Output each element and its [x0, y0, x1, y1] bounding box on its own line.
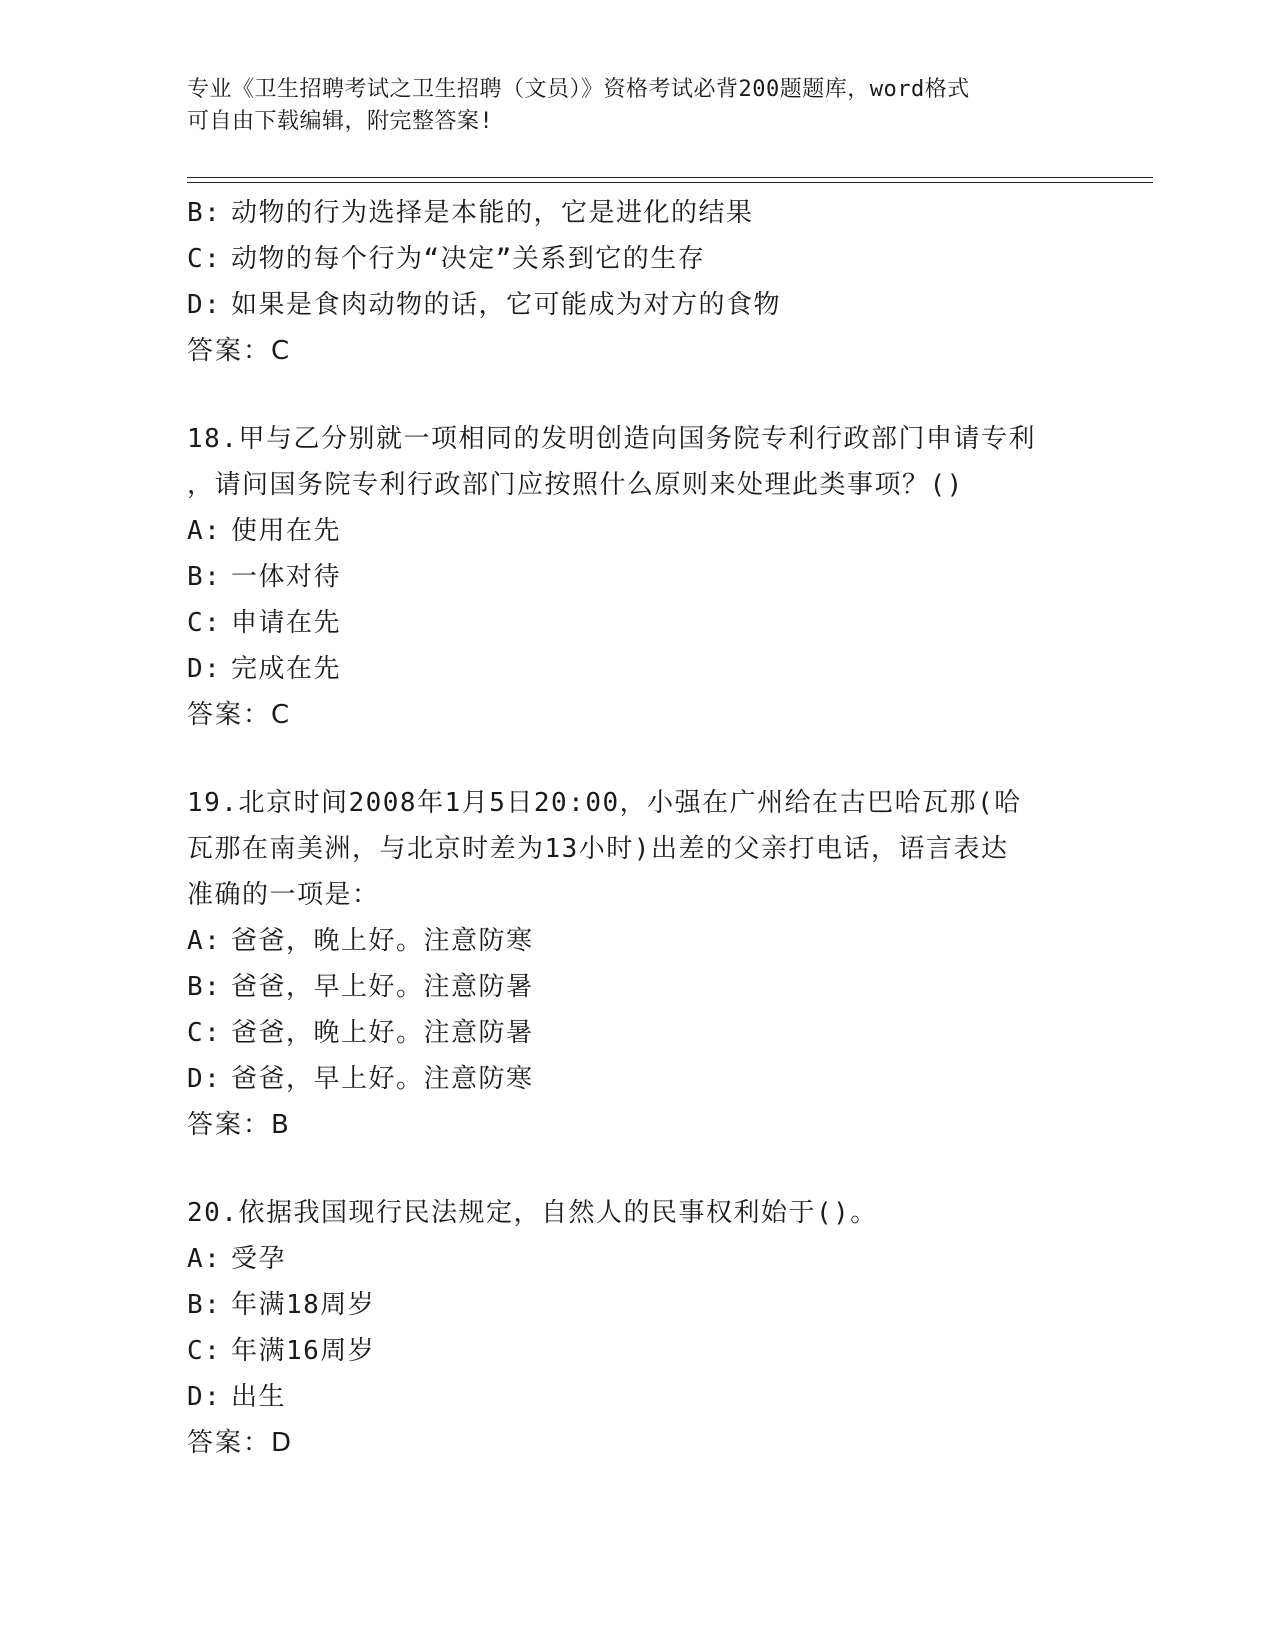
header-line-2: 可自由下载编辑，附完整答案! [187, 109, 494, 134]
option-b [187, 964, 1087, 1010]
option-text: 如果是食肉动物的话，它可能成为对方的食物 [231, 290, 782, 320]
question-content [187, 190, 1087, 1466]
option-text: 爸爸，早上好。注意防寒 [231, 1064, 534, 1094]
option-text: 动物的每个行为“决定”关系到它的生存 [231, 244, 706, 274]
option-key: D: [187, 1064, 222, 1094]
header-divider-top [187, 177, 1153, 178]
option-key: B: [187, 1290, 222, 1320]
option-key: D: [187, 1382, 222, 1412]
option-text: 年满16周岁 [231, 1336, 376, 1366]
question-stem-line: 准确的一项是： [187, 880, 380, 910]
option-text: 申请在先 [231, 608, 342, 638]
question-stem-line: 19.北京时间2008年1月5日20:00，小强在广州给在古巴哈瓦那(哈 [187, 788, 1022, 818]
option-key: A: [187, 926, 222, 956]
option-key: A: [187, 1244, 222, 1274]
question-stem-line: 瓦那在南美洲，与北京时差为13小时)出差的父亲打电话，语言表达 [187, 834, 1009, 864]
option-a [187, 508, 1087, 554]
question-stem-line: 20.依据我国现行民法规定，自然人的民事权利始于()。 [187, 1198, 878, 1228]
option-text: 动物的行为选择是本能的，它是进化的结果 [231, 198, 754, 228]
document-header [187, 74, 1087, 138]
option-text: 年满18周岁 [231, 1290, 376, 1320]
answer-line: 答案：C [187, 700, 292, 730]
option-text: 爸爸，早上好。注意防暑 [231, 972, 534, 1002]
option-b [187, 190, 1087, 236]
question-18 [187, 416, 1087, 738]
option-text: 完成在先 [231, 654, 342, 684]
question-19 [187, 780, 1087, 1148]
option-key: A: [187, 516, 222, 546]
option-text: 使用在先 [231, 516, 342, 546]
option-d [187, 646, 1087, 692]
option-key: B: [187, 562, 222, 592]
option-d [187, 1374, 1087, 1420]
option-key: D: [187, 654, 222, 684]
option-text: 出生 [231, 1382, 287, 1412]
answer-line: 答案：D [187, 1428, 294, 1458]
option-c [187, 600, 1087, 646]
option-key: C: [187, 608, 222, 638]
option-text: 爸爸，晚上好。注意防暑 [231, 1018, 534, 1048]
option-key: C: [187, 1336, 222, 1366]
option-c [187, 236, 1087, 282]
option-a [187, 918, 1087, 964]
header-divider-bottom [187, 182, 1153, 183]
option-text: 受孕 [231, 1244, 287, 1274]
option-b [187, 554, 1087, 600]
option-c [187, 1010, 1087, 1056]
option-text: 爸爸，晚上好。注意防寒 [231, 926, 534, 956]
option-key: B: [187, 198, 222, 228]
question-20 [187, 1190, 1087, 1466]
option-key: C: [187, 244, 222, 274]
option-d [187, 282, 1087, 328]
option-b [187, 1282, 1087, 1328]
answer-line: 答案：B [187, 1110, 291, 1140]
header-line-1: 专业《卫生招聘考试之卫生招聘（文员）》资格考试必背200题题库，word格式 [187, 77, 970, 102]
question-stem-line: ，请问国务院专利行政部门应按照什么原则来处理此类事项？() [187, 470, 964, 500]
question-17-continuation [187, 190, 1087, 374]
option-c [187, 1328, 1087, 1374]
option-key: D: [187, 290, 222, 320]
option-d [187, 1056, 1087, 1102]
option-key: C: [187, 1018, 222, 1048]
question-stem-line: 18.甲与乙分别就一项相同的发明创造向国务院专利行政部门申请专利 [187, 424, 1036, 454]
option-key: B: [187, 972, 222, 1002]
option-text: 一体对待 [231, 562, 342, 592]
option-a [187, 1236, 1087, 1282]
answer-line: 答案：C [187, 336, 292, 366]
